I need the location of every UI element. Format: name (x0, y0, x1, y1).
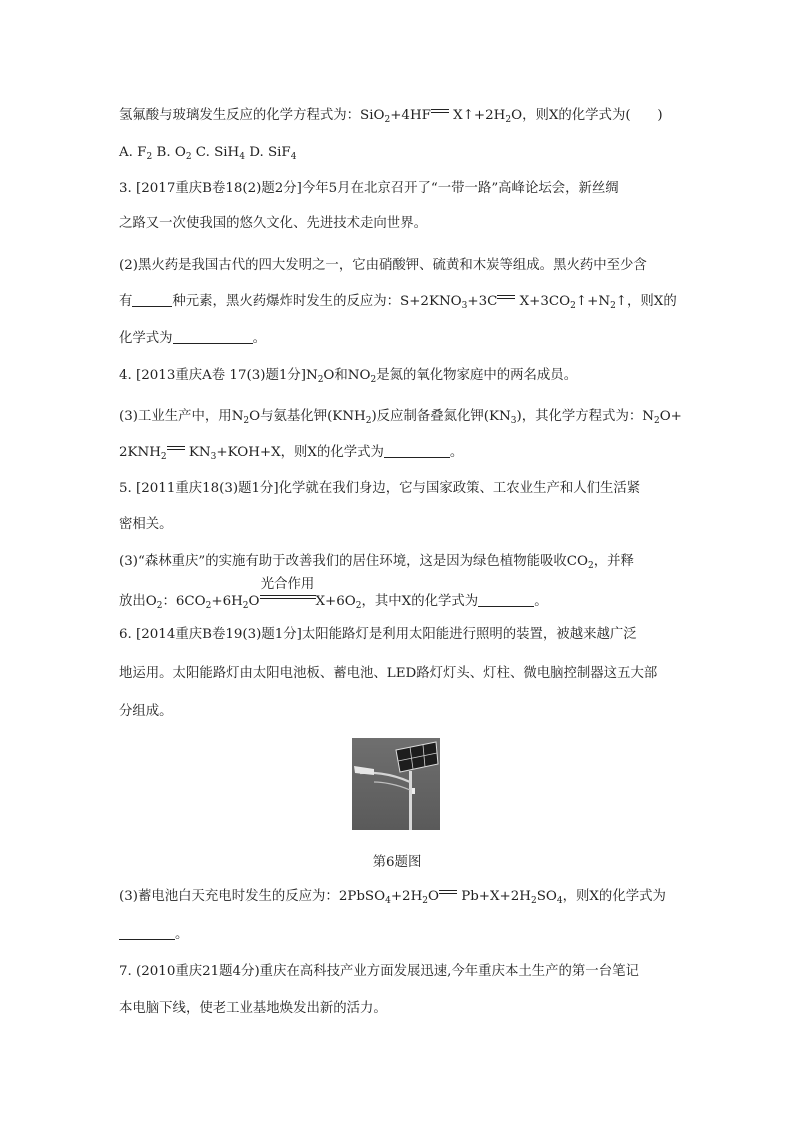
text: 。 (175, 927, 189, 942)
q3-part2-line3 (119, 330, 266, 348)
text: ，则X的化学式为 (562, 889, 666, 904)
subscript: 4 (290, 152, 297, 162)
subscript: 4 (556, 896, 563, 906)
subscript: 2 (588, 561, 594, 571)
subscript: 2 (355, 601, 362, 611)
text: O与氨基化钾(KNH (249, 409, 366, 424)
text: X+6O (315, 594, 356, 609)
option-b: B. O (152, 145, 186, 160)
q3-part2-line1: (2)黑火药是我国古代的四大发明之一，它由硝酸钾、硫黄和木炭等组成。黑火药中至少含 (119, 258, 647, 273)
q3-head-2: 之路又一次使我国的悠久文化、先进技术走向世界。 (119, 216, 427, 231)
equals-sign (431, 109, 449, 117)
subscript: 2 (384, 115, 391, 125)
subscript: 2 (653, 416, 660, 426)
option-d: D. SiF (244, 145, 291, 160)
text: O (427, 889, 439, 904)
text: (3)“森林重庆”的实施有助于改善我们的居住环境，这是因为绿色植物能吸收CO (119, 554, 588, 569)
text: KN (184, 445, 211, 460)
text: O，则X的化学式为( ) (511, 108, 663, 123)
text: X+3CO (515, 294, 571, 309)
text: ↑，则X的 (615, 294, 677, 309)
solar-street-lamp-image (352, 738, 440, 830)
subscript: 3 (210, 452, 217, 462)
answer-blank[interactable] (478, 594, 534, 607)
text: 是氮的氧化物家庭中的两名成员。 (376, 368, 578, 383)
text: ，并释 (593, 554, 634, 569)
text: 2KNH (119, 445, 161, 460)
subscript: 2 (365, 416, 372, 426)
subscript: 2 (317, 375, 324, 385)
text: (3)工业生产中，用N (119, 409, 244, 424)
subscript: 3 (510, 416, 517, 426)
text: )，其化学方程式为：N (516, 409, 654, 424)
q6-part3-line2 (119, 926, 188, 944)
text: ↑+N (575, 294, 611, 309)
q5-part3-line1 (119, 553, 634, 575)
subscript: 2 (156, 601, 163, 611)
answer-blank[interactable] (384, 445, 450, 458)
subscript: 2 (242, 601, 249, 611)
q2-options (119, 144, 296, 166)
q4-part3-line2 (119, 444, 463, 466)
equals-sign (167, 446, 185, 454)
q6-part3-line1 (119, 888, 666, 910)
q6-head-3: 分组成。 (119, 704, 173, 719)
reaction-condition (260, 577, 316, 605)
text: 种元素，黑火药爆炸时发生的反应为：S+2KNO (172, 294, 462, 309)
text: O+ (659, 409, 682, 424)
equals-sign (439, 890, 457, 898)
text: 。 (252, 331, 266, 346)
q3-part2-line2 (119, 293, 677, 315)
text: )反应制备叠氮化钾(KN (371, 409, 511, 424)
equals-bar (260, 595, 316, 596)
q5-head-2: 密相关。 (119, 517, 173, 532)
option-a: A. F (119, 145, 147, 160)
condition-text: 光合作用 (260, 577, 315, 592)
q7-head: 7. (2010重庆21题4分)重庆在高科技产业方面发展迅速,今年重庆本土生产的第一台笔记 (119, 964, 639, 979)
text: +6H (211, 594, 243, 609)
subscript: 4 (385, 896, 391, 906)
controller-box (412, 788, 415, 794)
answer-blank[interactable] (132, 294, 172, 307)
text: ：6CO (162, 594, 206, 609)
text: 化学式为 (119, 331, 173, 346)
text: +KOH+X，则X的化学式为 (216, 445, 384, 460)
subscript: 2 (505, 115, 512, 125)
figure-caption: 第6题图 (372, 855, 422, 870)
q3-head: 3. [2017重庆B卷18(2)题2分]今年5月在北京召开了“一带一路”高峰论坛会，新丝绸 (119, 181, 619, 196)
subscript: 2 (570, 301, 576, 311)
subscript: 2 (422, 896, 428, 906)
text: +3C (467, 294, 498, 309)
q4-head (119, 367, 577, 389)
subscript: 2 (530, 896, 537, 906)
equals-sign (497, 295, 515, 303)
q4-part3-line1 (119, 408, 682, 430)
subscript: 2 (185, 152, 192, 162)
q5-head: 5. [2011重庆18(3)题1分]化学就在我们身边，它与国家政策、工农业生产和人们生活紧 (119, 481, 641, 496)
text: X↑+2H (448, 108, 506, 123)
subscript: 2 (610, 301, 616, 311)
q7-head-2: 本电脑下线，使老工业基地焕发出新的活力。 (119, 1001, 387, 1016)
option-c: C. SiH (191, 145, 240, 160)
subscript: 2 (146, 152, 153, 162)
text: +2H (390, 889, 423, 904)
subscript: 3 (461, 301, 468, 311)
text: +4HF (390, 108, 431, 123)
subscript: 2 (205, 601, 212, 611)
subscript: 4 (239, 152, 245, 162)
text: ，其中X的化学式为 (361, 594, 479, 609)
q6-head-2: 地运用。太阳能路灯由太阳电池板、蓄电池、LED路灯灯头、灯柱、微电脑控制器这五大部 (119, 666, 658, 681)
equals-bar (260, 598, 316, 599)
text: 。 (449, 445, 464, 460)
subscript: 2 (243, 416, 250, 426)
subscript: 2 (370, 375, 377, 385)
answer-blank[interactable] (173, 331, 253, 344)
text: 氢氟酸与玻璃发生反应的化学方程式为：SiO (119, 108, 385, 123)
text: 有 (119, 294, 133, 309)
text: Pb+X+2H (456, 889, 531, 904)
text: (3)蓄电池白天充电时发生的反应为：2PbSO (119, 889, 386, 904)
q6-head: 6. [2014重庆B卷19(3)题1分]太阳能路灯是利用太阳能进行照明的装置，被越来越广泛 (119, 627, 637, 642)
text: SO (536, 889, 557, 904)
text: O和NO (323, 368, 371, 383)
text: 放出O (119, 594, 157, 609)
text: 。 (534, 594, 548, 609)
q5-part3-line2 (119, 577, 548, 615)
answer-blank[interactable] (119, 927, 175, 940)
subscript: 2 (160, 452, 167, 462)
text: 4. [2013重庆A卷 17(3)题1分]N (119, 368, 318, 383)
lamp-pole (409, 771, 412, 830)
text: O (248, 594, 260, 609)
q2-stem (119, 107, 663, 129)
